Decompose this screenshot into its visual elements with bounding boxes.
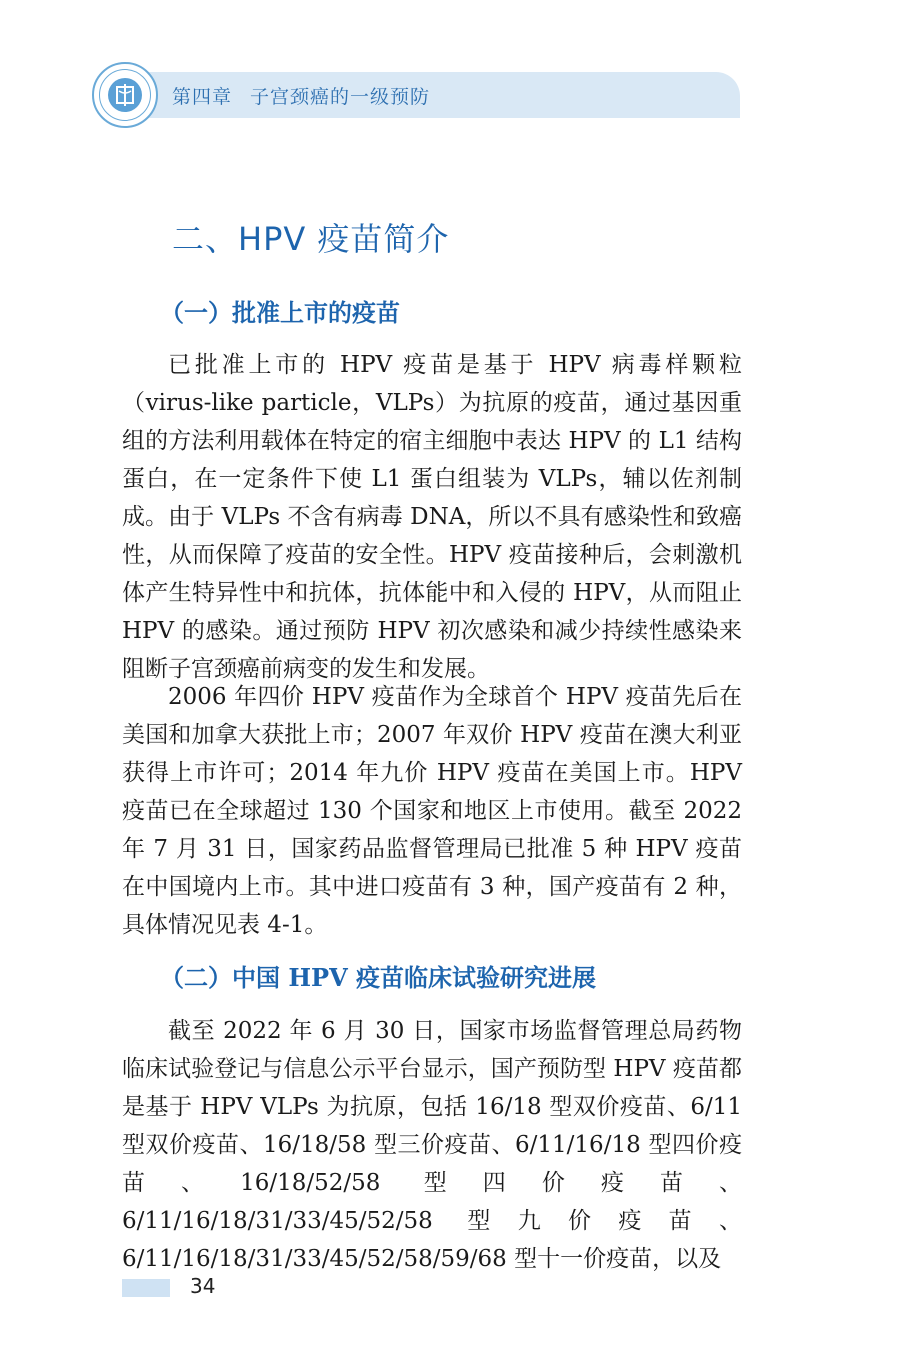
logo-symbol-icon	[108, 78, 142, 112]
section-title: 二、HPV 疫苗简介	[172, 220, 450, 258]
subsection-title-approved-vaccines: （一）批准上市的疫苗	[160, 298, 400, 327]
footer-bar	[122, 1279, 170, 1297]
chapter-header	[172, 82, 430, 109]
chapter-title: 子宫颈癌的一级预防	[250, 86, 431, 108]
subsection-title-clinical-trials: （二）中国 HPV 疫苗临床试验研究进展	[160, 963, 597, 992]
medical-association-logo-icon	[92, 62, 158, 128]
paragraph-approval-history: 2006 年四价 HPV 疫苗作为全球首个 HPV 疫苗先后在美国和加拿大获批上市；2007 年双价 HPV 疫苗在澳大利亚获得上市许可；2014 年九价 HPV 疫苗在美国上市。HPV 疫苗已在全球超过 130 个国家和地区上市使用。截至 2022 年 7 月 31 日，国家药品监督管理局已批准 5 种 HPV 疫苗在中国境内上市。其中进口疫苗有 3 种，国产疫苗有 2 种，具体情况见表 4-1。	[122, 684, 742, 938]
paragraph-vlp-description: 已批准上市的 HPV 疫苗是基于 HPV 病毒样颗粒（virus-like particle，VLPs）为抗原的疫苗，通过基因重组的方法利用载体在特定的宿主细胞中表达 HPV 的 L1 结构蛋白，在一定条件下使 L1 蛋白组装为 VLPs，辅以佐剂制成。由于 VLPs 不含有病毒 DNA，所以不具有感染性和致癌性，从而保障了疫苗的安全性。HPV 疫苗接种后，会刺激机体产生特异性中和抗体，抗体能中和入侵的 HPV，从而阻止 HPV 的感染。通过预防 HPV 初次感染和减少持续性感染来阻断子宫颈癌前病变的发生和发展。	[122, 352, 742, 682]
chapter-number: 第四章	[172, 86, 233, 108]
page-number: 34	[190, 1274, 216, 1298]
paragraph-clinical-trials: 截至 2022 年 6 月 30 日，国家市场监督管理总局药物临床试验登记与信息公示平台显示，国产预防型 HPV 疫苗都是基于 HPV VLPs 为抗原，包括 16/18 型双价疫苗、6/11 型双价疫苗、16/18/58 型三价疫苗、6/11/16/18 型四价疫苗、16/18/52/58 型四价疫苗、6/11/16/18/31/33/45/52/58 型九价疫苗、6/11/16/18/31/33/45/52/58/59/68 型十一价疫苗，以及	[122, 1018, 742, 1272]
